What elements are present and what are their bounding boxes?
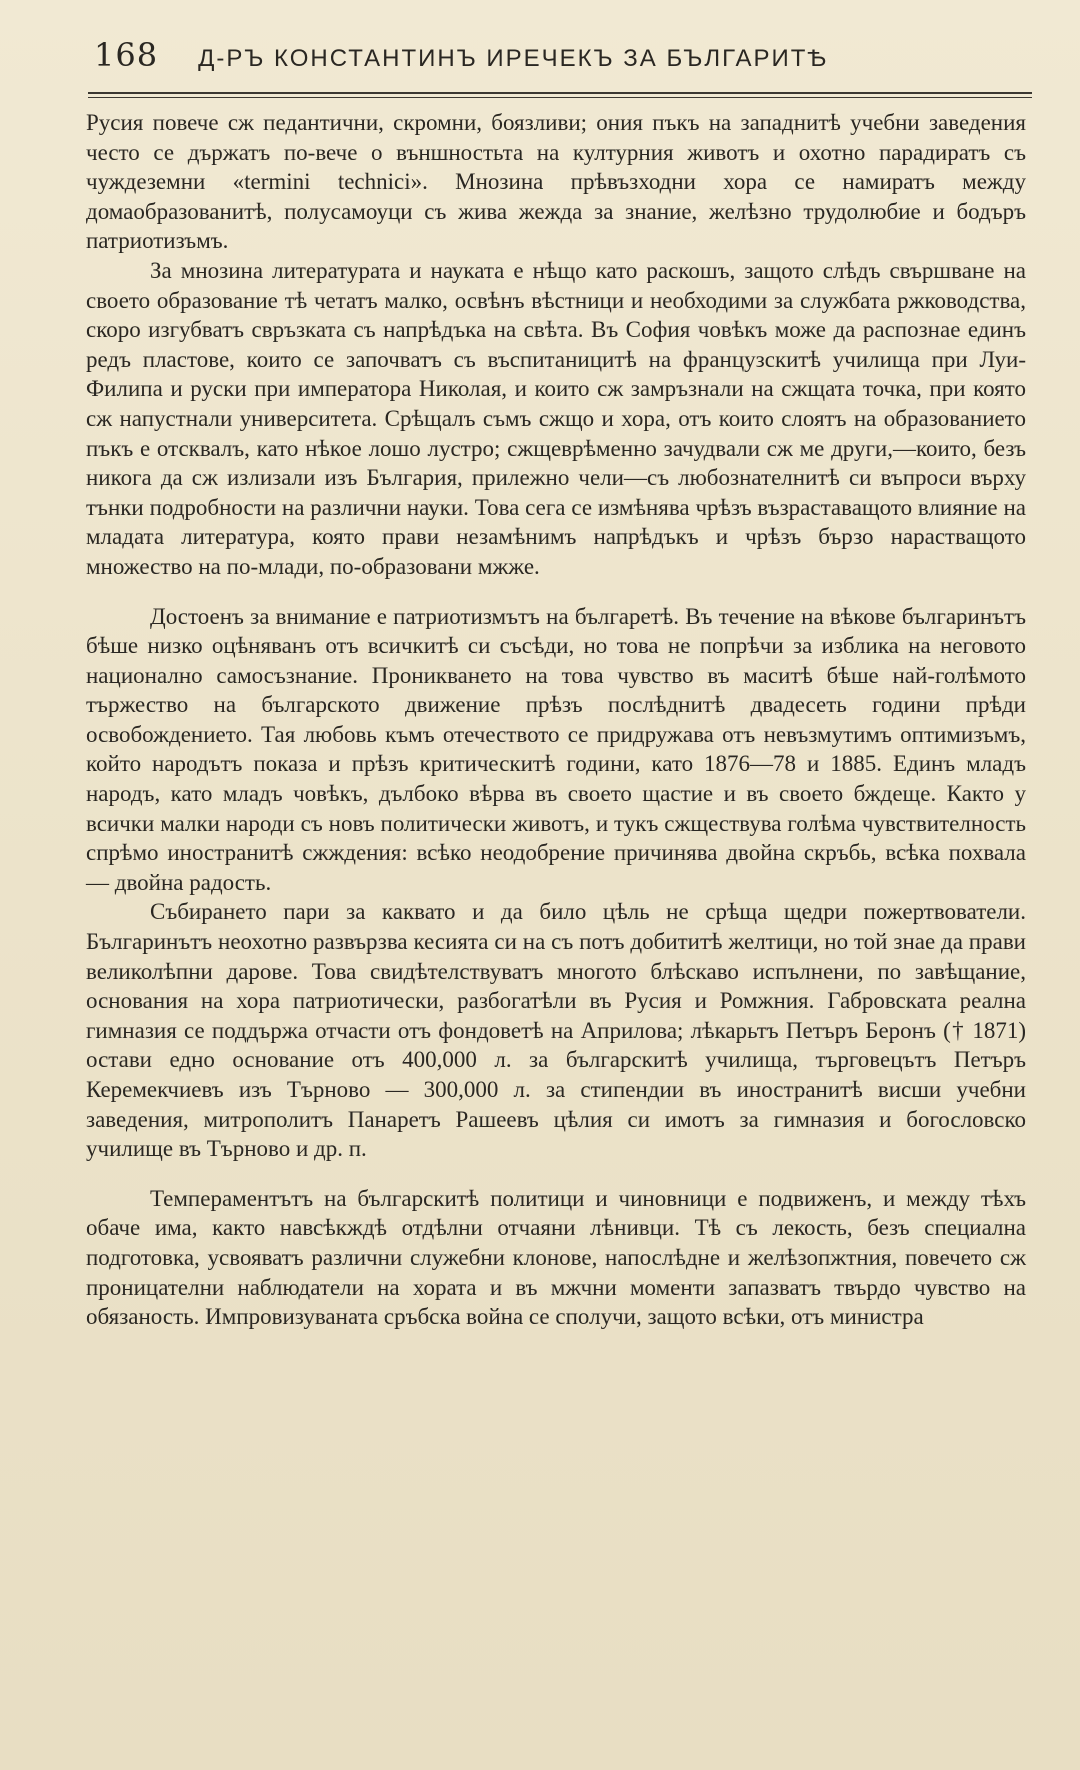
page-header: [72, 36, 1024, 86]
page-number: 168: [94, 36, 159, 74]
body-text: [72, 108, 1026, 1332]
paragraph: Темпераментътъ на българскитѣ политици и чиновници е подвиженъ, и между тѣхъ обаче има, както навсѣкждѣ отдѣлни отчаяни лѣнивци. Тѣ съ лекость, безъ специална подготовка, усвояватъ различни служебни клонове, напослѣдне и желѣзопжтния, повечето сж проницателни наблюдатели на хората и въ мжчни моменти запазватъ твърдо чувство на обязаность. Импровизуваната сръбска война се сполучи, защото всѣки, отъ министра: [86, 1185, 1026, 1330]
paragraph-continued: Русия повече сж педантични, скромни, боязливи; ония пъкъ на западнитѣ учебни заведения често се държатъ по-вече о външностьта на културния животъ и охотно парадиратъ съ чуждеземни «termini technici». Мнозина прѣвъзходни хора се намиратъ между домаобразованитѣ, полусамоуци съ жива жежда за знание, желѣзно трудолюбие и бодъръ патриотизъмъ.: [86, 110, 1026, 254]
paragraph: Събирането пари за каквато и да било цѣль не срѣща щедри пожертвователи. Българинътъ неохотно развързва кесията си на съ потъ добититѣ желтици, но той знае да прави великолѣпни дарове. Това свидѣтелствуватъ многото блѣскаво испълнени, по завѣщание, основания на хора патриотически, разбогатѣли въ Русия и Ромжния. Габровската реална гимназия се поддържа отчасти отъ фондоветѣ на Априлова; лѣкарьтъ Петъръ Беронъ († 1871) остави едно основание отъ 400,000 л. за българскитѣ училища, търговецътъ Петъръ Керемекчиевъ изъ Търново — 300,000 л. за стипендии въ иностранитѣ висши учебни заведения, митрополитъ Панаретъ Рашеевъ цѣлия си имотъ за гимназия и богословско училище въ Търново и др. п.: [86, 899, 1026, 1162]
paragraph: Достоенъ за внимание е патриотизмътъ на българетѣ. Въ течение на вѣкове българинътъ бѣше низко оцѣняванъ отъ всичкитѣ си съсѣди, но това не попрѣчи за изблика на неговото национално самосъзнание. Проникването на това чувство въ маситѣ бѣше най-голѣмото тържество на българското движение прѣзъ послѣднитѣ двадесеть години прѣди освобождението. Тая любовь къмъ отечеството се придружава отъ невъзмутимъ оптимизъмъ, който народътъ показа и прѣзъ критическитѣ години, като 1876—78 и 1885. Единъ младъ народъ, като младъ човѣкъ, дълбоко вѣрва въ своето щастие и въ своето бждеще. Както у всички малки народи съ новъ политически животъ, и тукъ сжществува голѣма чувствителность спрѣмо иностранитѣ сжждения: всѣко неодобрение причинява двойна скръбь, всѣка похвала — двойна радость.: [86, 603, 1026, 895]
paragraph: За мнозина литературата и науката е нѣщо като раскошъ, защото слѣдъ свършване на своето образование тѣ четатъ малко, освѣнъ вѣстници и необходими за службата ржководства, скоро изгубватъ свръзката съ напрѣдъка на свѣта. Въ София човѣкъ може да распознае единъ редъ пластове, които се започватъ съ въспитаницитѣ на французскитѣ училища при Луи-Филипа и руски при императора Николая, и които сж замръзнали на сжщата точка, при която сж напустнали университета. Срѣщалъ съмъ сжщо и хора, отъ които слоятъ на образованието пъкъ е отсквалъ, като нѣкое лошо лустро; сжщеврѣменно зачудвали сж ме други,—които, безъ никога да сж излизали изъ България, прилежно чели—съ любознателнитѣ си въпроси върху тънки подробности на различни науки. Това сега се измѣнява чрѣзъ възраставащото влияние на младата литература, която прави незамѣнимъ напрѣдъкъ и чрѣзъ бързо нарастващото множество на по-млади, по-образовани мжже.: [86, 257, 1026, 579]
header-rule: [88, 92, 1032, 98]
running-head: Д-РЪ КОНСТАНТИНЪ ИРЕЧЕКЪ ЗА БЪЛГАРИТѢ: [198, 45, 829, 72]
